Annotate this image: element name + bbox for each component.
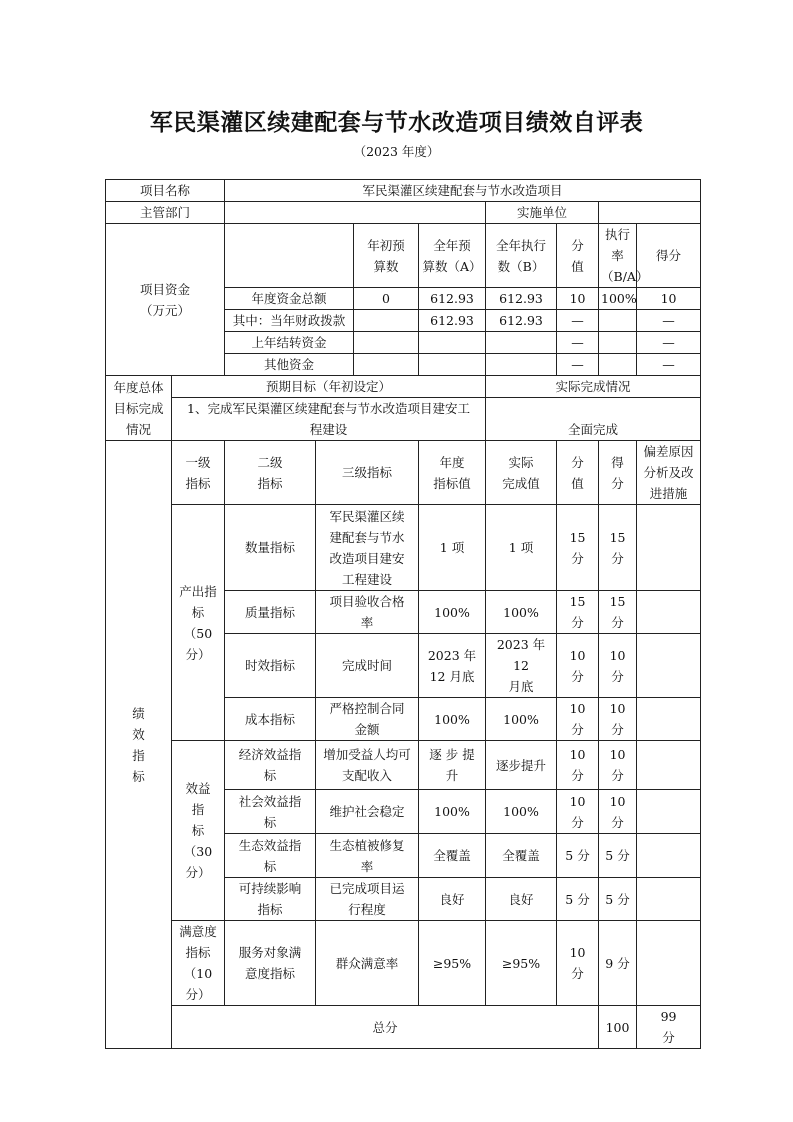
level2-cell: 经济效益指 标: [225, 741, 316, 790]
actual-cell: 1 项: [486, 505, 557, 591]
output-group-label: 产出指 标 （50 分）: [172, 505, 225, 741]
level3-cell: 完成时间: [316, 634, 419, 698]
full-year-exec-header: 全年执行 数（B）: [486, 224, 557, 288]
table-row: [106, 921, 701, 1006]
target-cell: 良好: [419, 878, 486, 921]
weight-cell: 15 分: [557, 505, 599, 591]
target-cell: 逐 步 提 升: [419, 741, 486, 790]
funds-row-label: 其中：当年财政拨款: [225, 310, 354, 332]
level3-header: 三级指标: [316, 441, 419, 505]
weight-cell: 15 分: [557, 591, 599, 634]
deviation-header: 偏差原因 分析及改 进措施: [637, 441, 701, 505]
weight-cell: 10 分: [557, 921, 599, 1006]
total-weight: 100: [599, 1006, 637, 1049]
total-label: 总分: [172, 1006, 599, 1049]
indicators-label: 绩 效 指 标: [106, 441, 172, 1049]
deviation-cell: [637, 878, 701, 921]
score-cell: 5 分: [599, 878, 637, 921]
satisfaction-group-label: 满意度 指标 （10 分）: [172, 921, 225, 1006]
funds-header-blank: [225, 224, 354, 288]
deviation-cell: [637, 790, 701, 834]
initial-budget-header: 年初预 算数: [354, 224, 419, 288]
actual-cell: 100%: [486, 698, 557, 741]
dept-value: [225, 202, 486, 224]
deviation-cell: [637, 634, 701, 698]
funds-full-year: [419, 332, 486, 354]
funds-initial: 0: [354, 288, 419, 310]
funds-rate: 100%: [599, 288, 637, 310]
actual-value-header: 实际 完成值: [486, 441, 557, 505]
funds-score: —: [637, 354, 701, 376]
funds-weight: —: [557, 310, 599, 332]
target-cell: 2023 年 12 月底: [419, 634, 486, 698]
actual-cell: 逐步提升: [486, 741, 557, 790]
level2-cell: 成本指标: [225, 698, 316, 741]
impl-unit-label: 实施单位: [486, 202, 599, 224]
table-row: [106, 741, 701, 790]
level3-cell: 已完成项目运 行程度: [316, 878, 419, 921]
funds-initial: [354, 332, 419, 354]
deviation-cell: [637, 591, 701, 634]
level2-cell: 质量指标: [225, 591, 316, 634]
evaluation-table: [105, 179, 701, 1049]
impl-unit-value: [599, 202, 701, 224]
level3-cell: 严格控制合同 金额: [316, 698, 419, 741]
funds-full-year: [419, 354, 486, 376]
score-cell: 9 分: [599, 921, 637, 1006]
score-header: 得分: [637, 224, 701, 288]
level3-cell: 增加受益人均可 支配收入: [316, 741, 419, 790]
level2-cell: 可持续影响 指标: [225, 878, 316, 921]
page-title: 军民渠灌区续建配套与节水改造项目绩效自评表: [149, 109, 644, 136]
funds-score: 10: [637, 288, 701, 310]
funds-executed: [486, 354, 557, 376]
actual-completion-value: 全面完成: [486, 398, 701, 441]
project-name-value: 军民渠灌区续建配套与节水改造项目: [225, 180, 701, 202]
level3-cell: 军民渠灌区续 建配套与节水 改造项目建安 工程建设: [316, 505, 419, 591]
funds-executed: [486, 332, 557, 354]
funds-executed: 612.93: [486, 310, 557, 332]
score-cell: 10 分: [599, 634, 637, 698]
weight-cell: 10 分: [557, 741, 599, 790]
funds-score: —: [637, 310, 701, 332]
score-cell: 5 分: [599, 834, 637, 878]
deviation-cell: [637, 698, 701, 741]
level2-cell: 社会效益指 标: [225, 790, 316, 834]
level1-header: 一级 指标: [172, 441, 225, 505]
score-cell: 15 分: [599, 591, 637, 634]
deviation-cell: [637, 741, 701, 790]
expected-goal-value: 1、完成军民渠灌区续建配套与节水改造项目建安工 程建设: [172, 398, 486, 441]
actual-cell: 2023 年 12 月底: [486, 634, 557, 698]
funds-full-year: 612.93: [419, 310, 486, 332]
score-cell: 10 分: [599, 790, 637, 834]
score-header: 得 分: [599, 441, 637, 505]
page-subtitle: （2023 年度）: [353, 144, 440, 159]
actual-cell: ≥95%: [486, 921, 557, 1006]
funds-label: 项目资金 （万元）: [106, 224, 225, 376]
funds-row-label: 其他资金: [225, 354, 354, 376]
funds-initial: [354, 310, 419, 332]
funds-rate: [599, 354, 637, 376]
deviation-cell: [637, 505, 701, 591]
deviation-cell: [637, 921, 701, 1006]
funds-score: —: [637, 332, 701, 354]
table-row: [106, 505, 701, 591]
dept-label: 主管部门: [106, 202, 225, 224]
weight-cell: 5 分: [557, 878, 599, 921]
funds-rate: [599, 332, 637, 354]
funds-weight: —: [557, 332, 599, 354]
annual-target-header: 年度 指标值: [419, 441, 486, 505]
expected-goal-header: 预期目标（年初设定）: [172, 376, 486, 398]
funds-weight: 10: [557, 288, 599, 310]
level3-cell: 维护社会稳定: [316, 790, 419, 834]
level2-cell: 生态效益指 标: [225, 834, 316, 878]
exec-rate-header: 执行率 （B/A）: [599, 224, 637, 288]
total-row: [106, 1006, 701, 1049]
level2-header: 二级 指标: [225, 441, 316, 505]
project-name-label: 项目名称: [106, 180, 225, 202]
funds-rate: [599, 310, 637, 332]
full-year-budget-header: 全年预 算数（A）: [419, 224, 486, 288]
target-cell: 1 项: [419, 505, 486, 591]
actual-cell: 100%: [486, 591, 557, 634]
target-cell: 100%: [419, 591, 486, 634]
score-cell: 10 分: [599, 741, 637, 790]
level3-cell: 生态植被修复 率: [316, 834, 419, 878]
score-cell: 15 分: [599, 505, 637, 591]
weight-header: 分 值: [557, 441, 599, 505]
goal-label: 年度总体 目标完成 情况: [106, 376, 172, 441]
weight-cell: 10 分: [557, 634, 599, 698]
target-cell: 100%: [419, 790, 486, 834]
benefit-group-label: 效益 指 标 （30 分）: [172, 741, 225, 921]
target-cell: ≥95%: [419, 921, 486, 1006]
weight-header: 分 值: [557, 224, 599, 288]
target-cell: 全覆盖: [419, 834, 486, 878]
funds-initial: [354, 354, 419, 376]
actual-cell: 良好: [486, 878, 557, 921]
level2-cell: 时效指标: [225, 634, 316, 698]
actual-cell: 全覆盖: [486, 834, 557, 878]
target-cell: 100%: [419, 698, 486, 741]
total-score: 99 分: [637, 1006, 701, 1049]
level2-cell: 数量指标: [225, 505, 316, 591]
weight-cell: 10 分: [557, 790, 599, 834]
funds-full-year: 612.93: [419, 288, 486, 310]
level2-cell: 服务对象满 意度指标: [225, 921, 316, 1006]
score-cell: 10 分: [599, 698, 637, 741]
deviation-cell: [637, 834, 701, 878]
funds-row-label: 上年结转资金: [225, 332, 354, 354]
funds-weight: —: [557, 354, 599, 376]
level3-cell: 项目验收合格 率: [316, 591, 419, 634]
weight-cell: 5 分: [557, 834, 599, 878]
funds-row-label: 年度资金总额: [225, 288, 354, 310]
actual-cell: 100%: [486, 790, 557, 834]
actual-completion-header: 实际完成情况: [486, 376, 701, 398]
level3-cell: 群众满意率: [316, 921, 419, 1006]
weight-cell: 10 分: [557, 698, 599, 741]
funds-executed: 612.93: [486, 288, 557, 310]
